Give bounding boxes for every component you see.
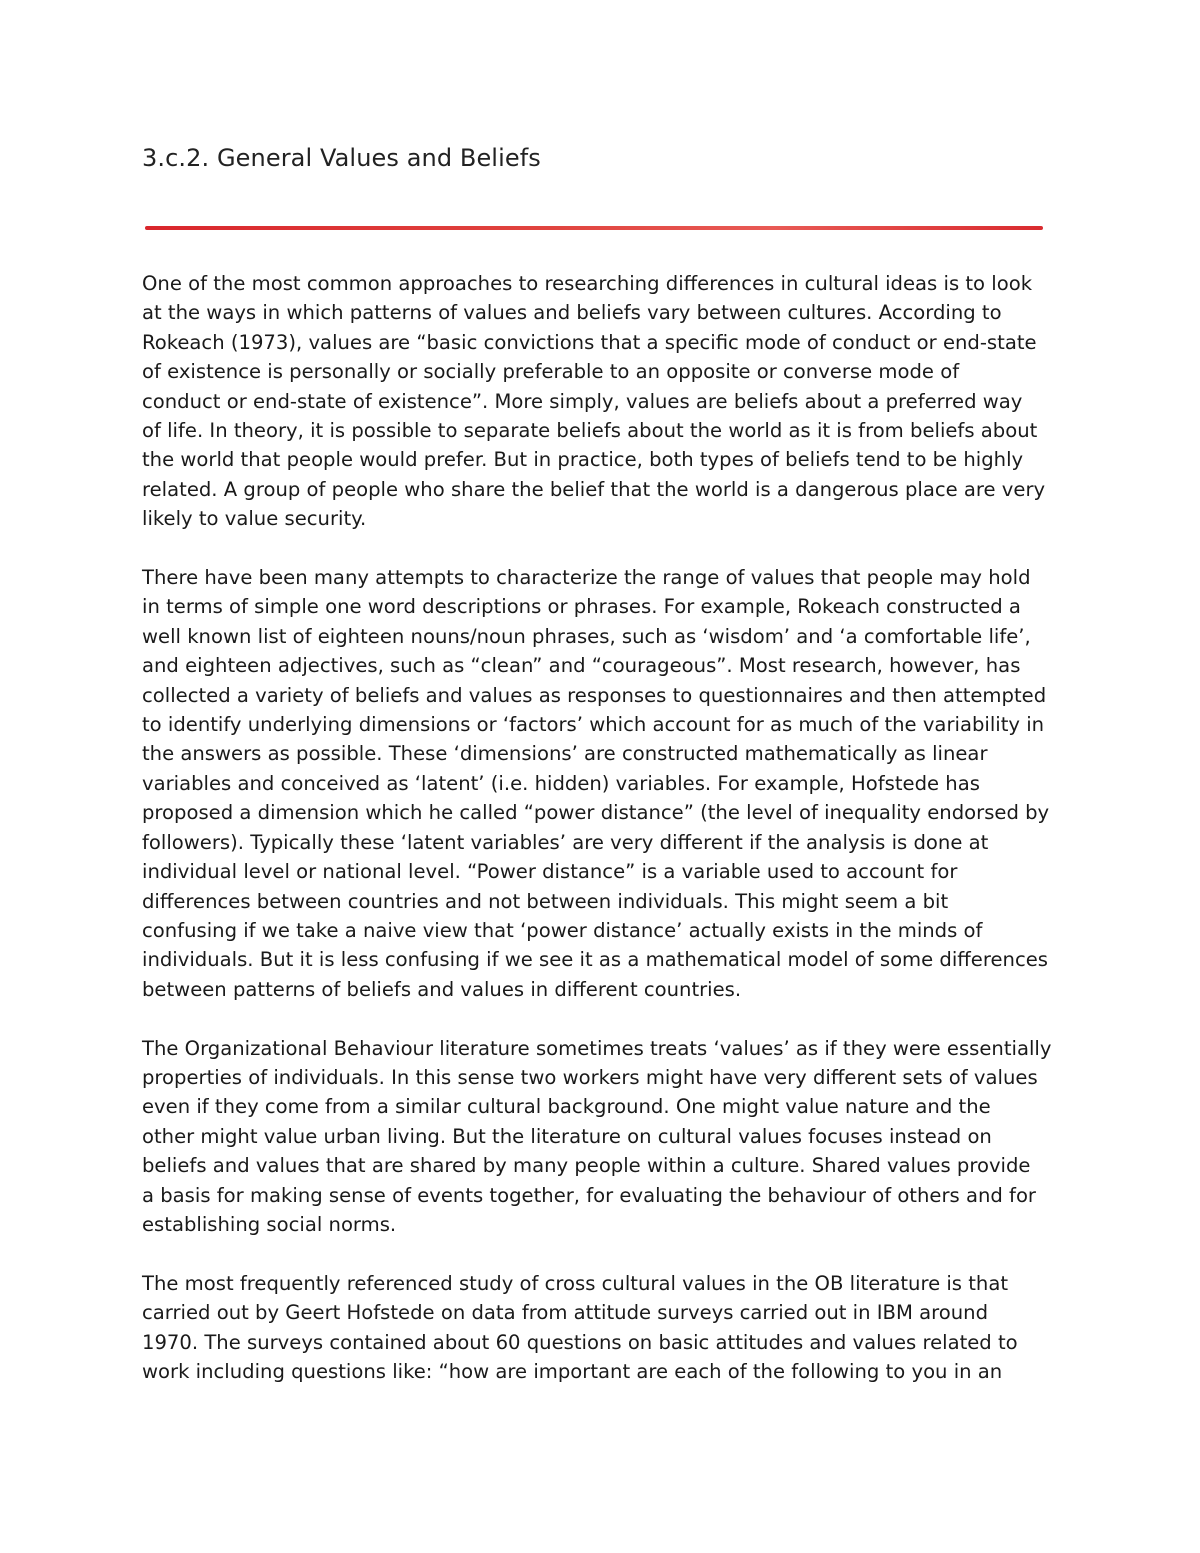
text-line: The most frequently referenced study of cross cultural values in the OB literature is that	[142, 1271, 1009, 1295]
text-line: of existence is personally or socially preferable to an opposite or converse mode of	[142, 360, 960, 384]
text-line: related. A group of people who share the belief that the world is a dangerous place are very	[142, 477, 1046, 501]
text-line: individuals. But it is less confusing if we see it as a mathematical model of some differences	[142, 948, 1049, 972]
title-divider	[145, 226, 1043, 230]
text-line: in terms of simple one word descriptions or phrases. For example, Rokeach constructed a	[142, 595, 1021, 619]
text-line: the world that people would prefer. But in practice, both types of beliefs tend to be highly	[142, 448, 1024, 472]
text-line: well known list of eighteen nouns/noun phrases, such as ‘wisdom’ and ‘a comfortable life’,	[142, 624, 1031, 648]
text-line: establishing social norms.	[142, 1212, 397, 1236]
text-line: confusing if we take a naive view that ‘power distance’ actually exists in the minds of	[142, 918, 983, 942]
text-line: likely to value security.	[142, 507, 367, 531]
text-line: of life. In theory, it is possible to separate beliefs about the world as it is from beliefs about	[142, 419, 1038, 443]
text-line: a basis for making sense of events together, for evaluating the behaviour of others and for	[142, 1183, 1036, 1207]
paragraph-1	[142, 269, 1072, 534]
text-line: There have been many attempts to characterize the range of values that people may hold	[142, 566, 1031, 590]
paragraph-3	[142, 1034, 1072, 1240]
text-line: the answers as possible. These ‘dimensions’ are constructed mathematically as linear	[142, 742, 988, 766]
text-line: even if they come from a similar cultural background. One might value nature and the	[142, 1095, 991, 1119]
text-line: collected a variety of beliefs and values as responses to questionnaires and then attempted	[142, 683, 1047, 707]
document-body	[142, 269, 1072, 1416]
text-line: followers). Typically these ‘latent variables’ are very different if the analysis is done at	[142, 830, 989, 854]
text-line: work including questions like: “how are important are each of the following to you in an	[142, 1359, 1003, 1383]
text-line: and eighteen adjectives, such as “clean” and “courageous”. Most research, however, has	[142, 654, 1021, 678]
text-line: individual level or national level. “Power distance” is a variable used to account for	[142, 860, 958, 884]
paragraph-4	[142, 1269, 1072, 1387]
text-line: The Organizational Behaviour literature sometimes treats ‘values’ as if they were essentially	[142, 1036, 1052, 1060]
text-line: conduct or end-state of existence”. More simply, values are beliefs about a preferred way	[142, 389, 1023, 413]
text-line: variables and conceived as ‘latent’ (i.e. hidden) variables. For example, Hofstede has	[142, 771, 980, 795]
text-line: differences between countries and not between individuals. This might seem a bit	[142, 889, 949, 913]
text-line: Rokeach (1973), values are “basic convictions that a specific mode of conduct or end-state	[142, 330, 1037, 354]
page-title: 3.c.2. General Values and Beliefs	[142, 144, 541, 172]
text-line: carried out by Geert Hofstede on data from attitude surveys carried out in IBM around	[142, 1301, 989, 1325]
text-line: 1970. The surveys contained about 60 questions on basic attitudes and values related to	[142, 1330, 1018, 1354]
paragraph-2	[142, 563, 1072, 1004]
text-line: beliefs and values that are shared by many people within a culture. Shared values provide	[142, 1154, 1031, 1178]
text-line: other might value urban living. But the literature on cultural values focuses instead on	[142, 1124, 992, 1148]
text-line: between patterns of beliefs and values in different countries.	[142, 977, 742, 1001]
text-line: to identify underlying dimensions or ‘factors’ which account for as much of the variability in	[142, 713, 1045, 737]
text-line: at the ways in which patterns of values and beliefs vary between cultures. According to	[142, 301, 1002, 325]
text-line: properties of individuals. In this sense two workers might have very different sets of values	[142, 1065, 1038, 1089]
text-line: proposed a dimension which he called “power distance” (the level of inequality endorsed by	[142, 801, 1050, 825]
text-line: One of the most common approaches to researching differences in cultural ideas is to look	[142, 272, 1033, 295]
